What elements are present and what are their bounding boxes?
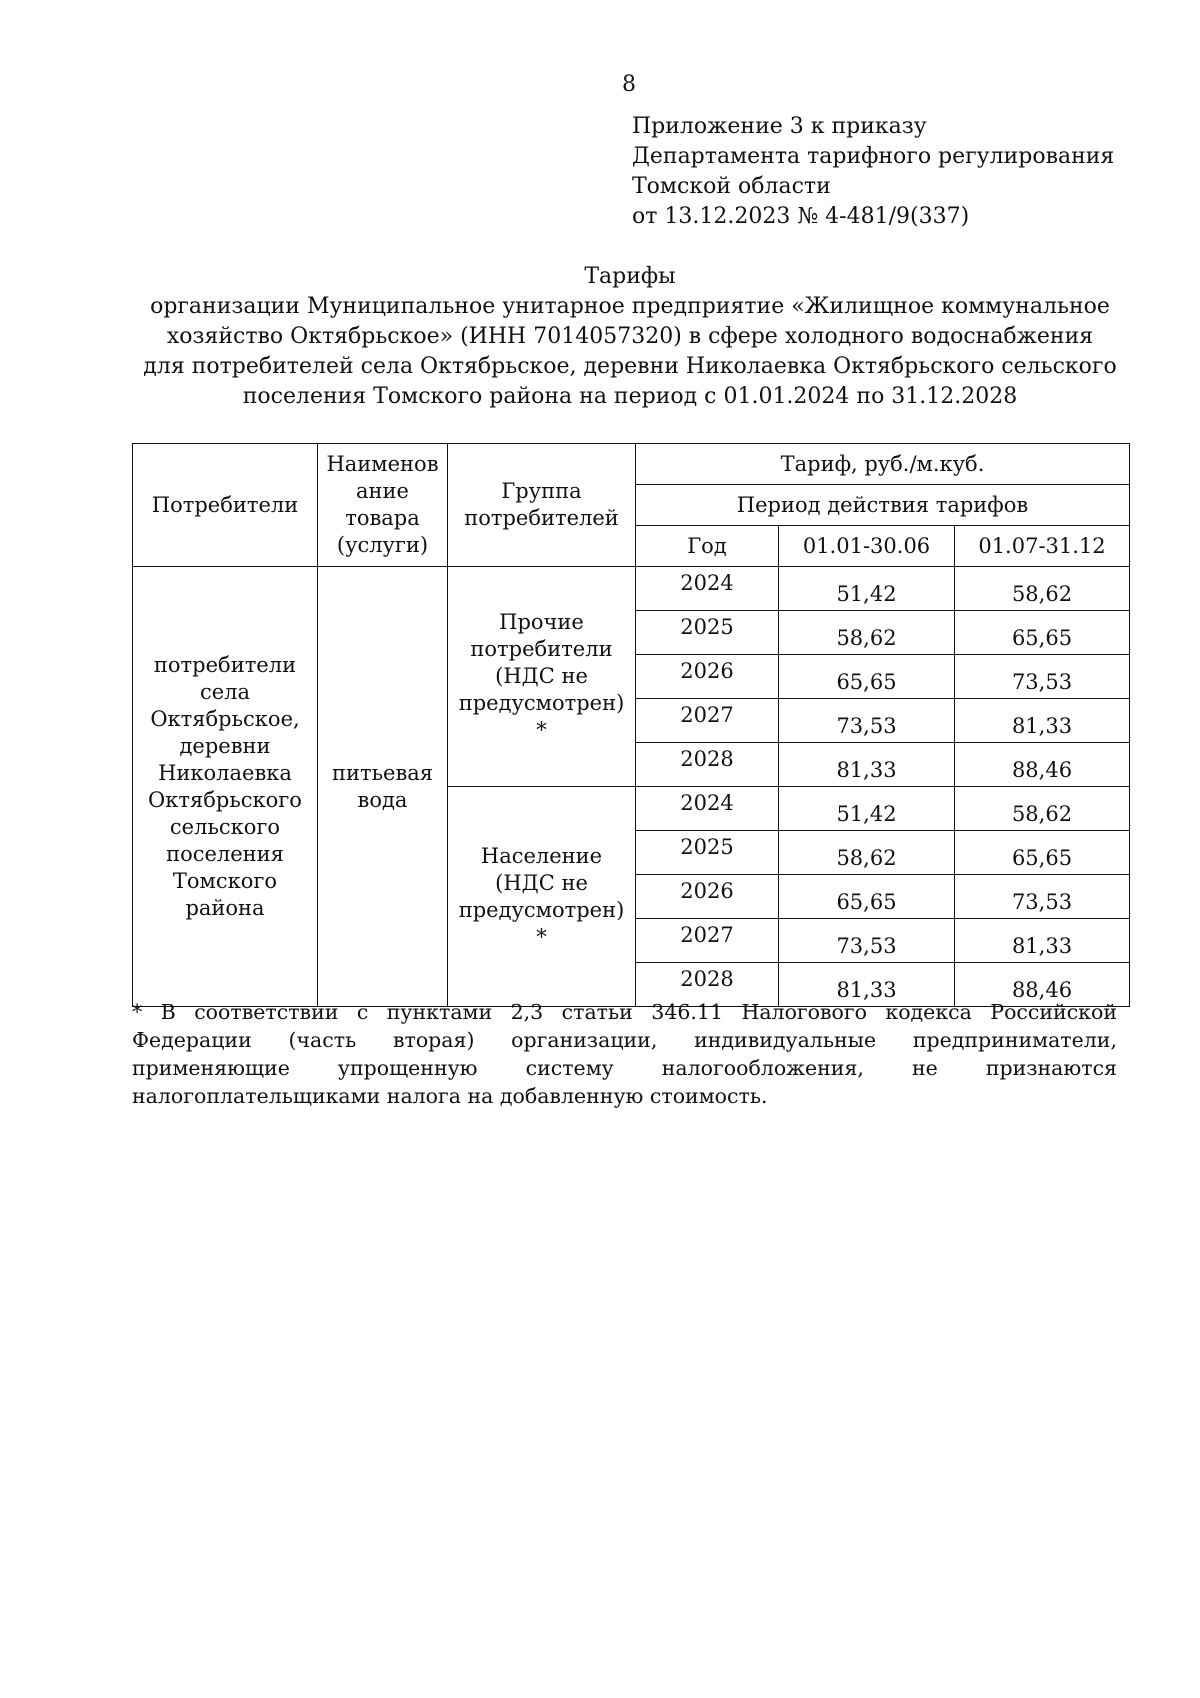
header-consumers: Потребители bbox=[133, 444, 318, 567]
title-line: хозяйство Октябрьское» (ИНН 7014057320) в сфере холодного водоснабжения bbox=[166, 324, 1094, 349]
year-cell: 2024 bbox=[636, 787, 779, 831]
tariff-h1-cell: 65,65 bbox=[779, 875, 955, 919]
tariff-h1-cell: 51,42 bbox=[779, 567, 955, 611]
tariff-h2-cell: 81,33 bbox=[955, 699, 1130, 743]
title-line: для потребителей села Октябрьское, деревни Николаевка Октябрьского сельского bbox=[143, 354, 1117, 379]
header-group: Группа потребителей bbox=[448, 444, 636, 567]
year-cell: 2024 bbox=[636, 567, 779, 611]
tariff-h2-cell: 88,46 bbox=[955, 963, 1130, 1007]
tariff-h2-cell: 58,62 bbox=[955, 787, 1130, 831]
tariff-h2-cell: 58,62 bbox=[955, 567, 1130, 611]
appendix-header bbox=[632, 112, 1114, 232]
tariff-h2-cell: 81,33 bbox=[955, 919, 1130, 963]
tariff-table bbox=[132, 443, 1130, 1007]
title-line: Тарифы bbox=[584, 264, 676, 289]
group-cell: Население (НДС не предусмотрен) * bbox=[448, 787, 636, 1007]
tariff-h2-cell: 73,53 bbox=[955, 875, 1130, 919]
year-cell: 2025 bbox=[636, 611, 779, 655]
header-half2: 01.07-31.12 bbox=[955, 526, 1130, 567]
document-title bbox=[130, 262, 1130, 412]
header-period: Период действия тарифов bbox=[636, 485, 1130, 526]
tariff-h2-cell: 65,65 bbox=[955, 611, 1130, 655]
tariff-h2-cell: 73,53 bbox=[955, 655, 1130, 699]
tariff-h1-cell: 81,33 bbox=[779, 963, 955, 1007]
tariff-h1-cell: 58,62 bbox=[779, 611, 955, 655]
tariff-h2-cell: 65,65 bbox=[955, 831, 1130, 875]
group-cell: Прочие потребители (НДС не предусмотрен) * bbox=[448, 567, 636, 787]
year-cell: 2027 bbox=[636, 699, 779, 743]
tariff-h1-cell: 51,42 bbox=[779, 787, 955, 831]
appendix-line: от 13.12.2023 № 4-481/9(337) bbox=[632, 204, 970, 229]
appendix-line: Приложение 3 к приказу bbox=[632, 114, 927, 139]
consumers-cell: потребители села Октябрьское, деревни Николаевка Октябрьского сельского поселения Томского района bbox=[133, 567, 318, 1007]
tariff-h1-cell: 81,33 bbox=[779, 743, 955, 787]
title-line: организации Муниципальное унитарное предприятие «Жилищное коммунальное bbox=[150, 294, 1110, 319]
header-tariff: Тариф, руб./м.куб. bbox=[636, 444, 1130, 485]
table-row bbox=[133, 567, 1130, 611]
appendix-line: Департамента тарифного регулирования bbox=[632, 144, 1115, 169]
appendix-line: Томской области bbox=[632, 174, 831, 199]
page-number: 8 bbox=[622, 72, 636, 97]
year-cell: 2028 bbox=[636, 743, 779, 787]
year-cell: 2027 bbox=[636, 919, 779, 963]
tariff-h2-cell: 88,46 bbox=[955, 743, 1130, 787]
footnote: * В соответствии с пунктами 2,3 статьи 346.11 Налогового кодекса Российской Федерации (часть вторая) организации, индивидуальные предприниматели, применяющие упрощенную систему налогообложения, не признаются налогоплательщиками налога на добавленную стоимость. bbox=[132, 1000, 1117, 1108]
tariff-h1-cell: 73,53 bbox=[779, 699, 955, 743]
header-product: Наименов ание товара (услуги) bbox=[318, 444, 448, 567]
product-cell: питьевая вода bbox=[318, 567, 448, 1007]
header-year: Год bbox=[636, 526, 779, 567]
tariff-h1-cell: 73,53 bbox=[779, 919, 955, 963]
year-cell: 2028 bbox=[636, 963, 779, 1007]
year-cell: 2026 bbox=[636, 655, 779, 699]
title-line: поселения Томского района на период с 01.01.2024 по 31.12.2028 bbox=[242, 384, 1018, 409]
year-cell: 2025 bbox=[636, 831, 779, 875]
year-cell: 2026 bbox=[636, 875, 779, 919]
header-half1: 01.01-30.06 bbox=[779, 526, 955, 567]
tariff-h1-cell: 58,62 bbox=[779, 831, 955, 875]
tariff-h1-cell: 65,65 bbox=[779, 655, 955, 699]
